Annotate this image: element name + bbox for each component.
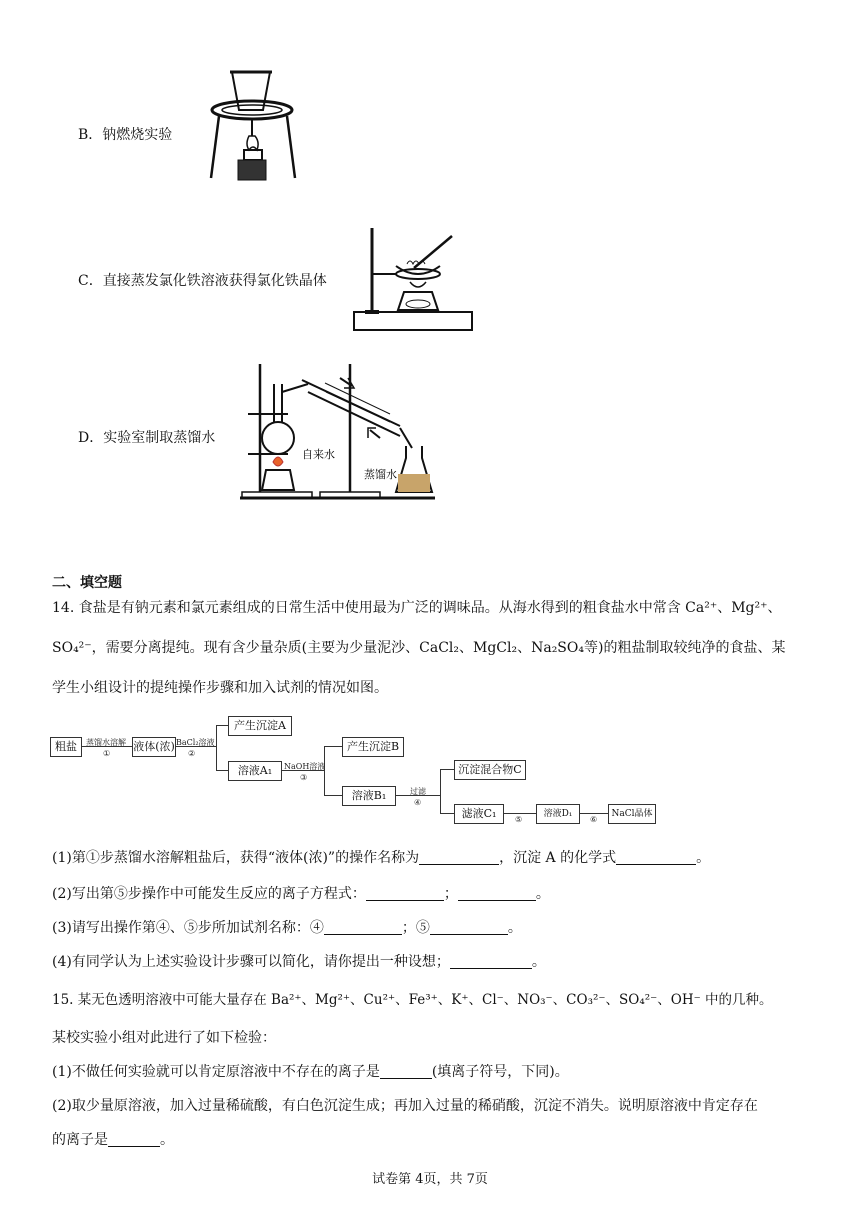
step3-num: ③ (300, 773, 308, 782)
step6-num: ⑥ (590, 815, 598, 824)
step2-num: ② (188, 749, 196, 758)
step4-num: ④ (414, 798, 422, 807)
page-footer: 试卷第 4页，共 7页 (372, 1172, 488, 1187)
box-precip-b: 产生沉淀B (342, 737, 404, 757)
answer-blank-5[interactable] (324, 920, 402, 935)
step3-label: NaOH溶液 (284, 762, 326, 771)
q14-line2: SO₄²⁻，需要分离提纯。现有含少量杂质(主要为少量泥沙、CaCl₂、MgCl₂、Na₂SO₄等)的粗盐制取较纯净的食盐、某 (52, 640, 786, 656)
answer-blank-7[interactable] (450, 954, 532, 969)
label-tap-water: 自来水 (302, 448, 335, 461)
q14-line3: 学生小组设计的提纯操作步骤和加入试剂的情况如图。 (52, 680, 388, 696)
answer-blank-6[interactable] (430, 920, 508, 935)
q14-sub4: (4)有同学认为上述实验设计步骤可以简化，请你提出一种设想； 。 (52, 954, 546, 970)
box-filtrate-c1: 滤液C₁ (454, 804, 504, 824)
box-solution-b1: 溶液B₁ (342, 786, 396, 806)
box-solution-a1: 溶液A₁ (228, 761, 282, 781)
q14-sub1: (1)第①步蒸馏水溶解粗盐后，获得“液体(浓)”的操作名称为 ，沉淀 A 的化学式 。 (52, 850, 711, 866)
option-d: D．实验室制取蒸馏水 (78, 430, 216, 446)
answer-blank-2[interactable] (616, 850, 696, 865)
q14-sub2: (2)写出第⑤步操作中可能发生反应的离子方程式： ； 。 (52, 886, 550, 902)
q14-sub3: (3)请写出操作第④、⑤步所加试剂名称：④ ；⑤ 。 (52, 920, 522, 936)
step1-label: 蒸馏水溶解 (86, 738, 126, 747)
step1-num: ① (103, 749, 111, 758)
box-solution-d1: 溶液D₁ (536, 804, 580, 824)
step4-label: 过滤 (410, 787, 426, 796)
step5-num: ⑤ (515, 815, 523, 824)
label-distilled-water: 蒸馏水 (364, 468, 397, 481)
option-c: C．直接蒸发氯化铁溶液获得氯化铁晶体 (78, 273, 327, 289)
section-title: 二、填空题 (52, 575, 122, 591)
step2-label: BaCl₂溶液 (176, 738, 215, 747)
box-mixture-c: 沉淀混合物C (454, 760, 526, 780)
figure-evaporation (352, 222, 477, 334)
box-precip-a: 产生沉淀A (228, 716, 292, 736)
q15-sub2-line2: 的离子是 。 (52, 1132, 174, 1148)
q15-line2: 某校实验小组对此进行了如下检验： (52, 1030, 276, 1046)
answer-blank-8[interactable] (380, 1064, 432, 1079)
answer-blank-9[interactable] (108, 1132, 160, 1147)
box-nacl: NaCl晶体 (608, 804, 656, 824)
option-b: B．钠燃烧实验 (78, 127, 173, 143)
answer-blank-4[interactable] (458, 886, 536, 901)
q15-sub2-line1: (2)取少量原溶液，加入过量稀硫酸，有白色沉淀生成；再加入过量的稀硝酸，沉淀不消失。说明原溶液中肯定存在 (52, 1098, 758, 1114)
q15-line1: 15. 某无色透明溶液中可能大量存在 Ba²⁺、Mg²⁺、Cu²⁺、Fe³⁺、K⁺、Cl⁻、NO₃⁻、CO₃²⁻、SO₄²⁻、OH⁻ 中的几种。 (52, 992, 773, 1008)
box-liquid: 液体(浓) (132, 737, 176, 757)
figure-distillation (240, 358, 440, 506)
box-crude-salt: 粗盐 (50, 737, 82, 757)
answer-blank-3[interactable] (366, 886, 444, 901)
figure-sodium-combustion (205, 66, 300, 186)
flowchart (50, 712, 670, 828)
q14-line1: 14. 食盐是有钠元素和氯元素组成的日常生活中使用最为广泛的调味品。从海水得到的粗食盐水中常含 Ca²⁺、Mg²⁺、 (52, 600, 782, 616)
answer-blank-1[interactable] (419, 850, 499, 865)
q15-sub1: (1)不做任何实验就可以肯定原溶液中不存在的离子是 (填离子符号，下同)。 (52, 1064, 569, 1080)
